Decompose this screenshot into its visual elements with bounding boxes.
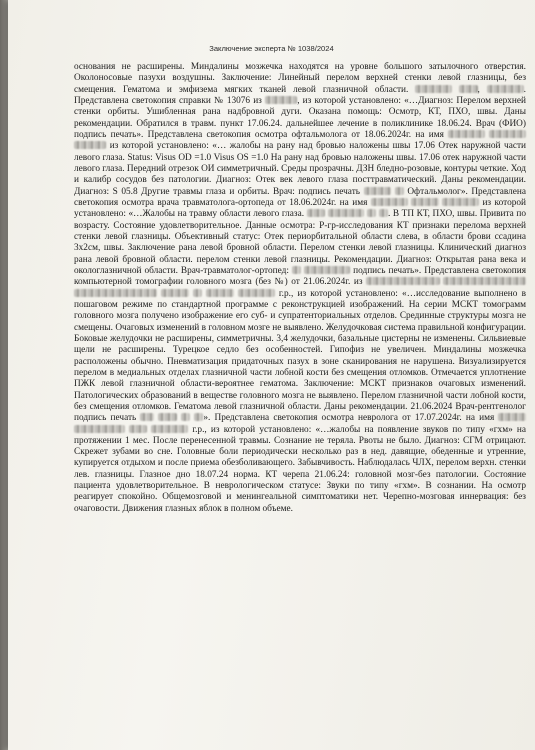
redacted-text [371, 198, 408, 206]
redacted-text [379, 209, 388, 217]
body-paragraph: основания не расширены. Миндалины мозжечка находятся на уровне большого затылочного отверстия. Околоносовые пазухи воздушны. Заключение: Линейный перелом верхней стенки левой глазницы, без смещения. Гематома и эмфизема мягких тканей левой глазничной области. , . Представлена светокопия справки № 13076 из , из которой установлено: «…Диагноз: Перелом верхней стенки орбиты. Ушибленная рана надбровной дуги. Оказана помощь: Осмотр, КТ, ПХО, швы. Даны рекомендации. Обратился в травм. пункт 17.06.24. дальнейшее лечение в поликлинике 18.06.24. Врач (ФИО) подпись печать». Представлена светокопия осмотра офтальмолога от 18.06.2024г. на имя из которой установлено: «… жалобы на рану над бровью наложены швы 17.06 Отек наружной части левого глаза. Status: Visus OD =1.0 Visus OS =1.0 На рану над бровью наложены швы. 17.06 отек наружной части левого глаза. Передний отрезок ОИ симметричный. Среды прозрачны. ДЗН бледно-розовые, контуры четкие. Ход и калибр сосудов без патологии. Диагноз: Отек век левого глаза посттравматический. Даны рекомендации. Диагноз: S 05.8 Другие травмы глаза и орбиты. Врач: подпись печать Офтальмолог». Представлена светокопия осмотра врача травматолога-ортопеда от 18.06.2024г. на имя из которой установлено: «…Жалобы на травму области левого глаза. . В ТП КТ, ПХО, швы. Привита по возрасту. Состояние удовлетворительное. Данные осмотра: Р-гр-исследования КТ признаки перелома верхней стенки левой глазницы. Объективный статус: Отек периорбитальной области слева, в области брови ссадина 3х2см, швы. Заключение рана левой бровной области. Перелом стенки левой глазницы. Клинический диагноз рана левой бровной области. перелом стенки левой глазницы. Рекомендации. Диагноз: Открытая рана века и окологлазничной области. Врач-травматолог-ортопед: подпись печать». Представлена светокопия компьютерной томографии головного мозга (без №) от 21.06.2024г. из г.р., из которой установлено: «…исследование выполнено в пошаговом режиме по стандартной программе с реконструкцией изображений. На серии МСКТ томограмм головного мозга получено изображение его суб- и супратенториальных отделов. Срединные структуры мозга не смещены. Очаговых изменений в головном мозге не выявлено. Желудочковая система правильной конфигурации. Боковые желудочки не расширены, симметричны. 3,4 желудочки, базальные цистерны не изменены. Сильвиевые щели не расширены. Турецкое седло без особенностей. Гипофиз не увеличен. Миндалины мозжечка расположены обычно. Пневматизация придаточных пазух в зоне сканирования не нарушена. Визуализируется перелом в медиальных отделах глазничной части лобной кости без смещения отломков. Отмечается уплотнение ПЖК левой глазничной области-вероятнее гематома. Заключение: МСКТ признаков очаговых изменений. Патологических образований в веществе головного мозга не выявлено. Перелом глазничной части лобной кости, без смещения отломков. Гематома левой глазничной области. Даны рекомендации. 21.06.2024 Врач-рентгенолог подпись печать ». Представлена светокопия осмотра невролога от 17.07.2024г. на имя г.р., из которой установлено: «…жалобы на появление звуков по типу «гхм» на протяжении 1 мес. После перенесенной травмы. Сознание не теряла. Рвоты не было. Диагноз: СГМ отрицают. Скрежет зубами во сне. Головные боли периодически несколько раз в нед. давящие, обеденные и утренние, купируется отдыхом и после приема обезболивающего. Забывчивость. Наблюдалась ЧЛХ, перелом верхн. стенки лев. глазницы. Глазное дно 18.07.24 норма. КТ черепа 21.06.24: головной мозг-без патологии. Состояние пациента удовлетворительное. В неврологическом статусе: Звуки по типу «гхм». В сознании. На осмотр реагирует спокойно. Общемозговой и менингеальной симптоматики нет. Черепно-мозговая иннервация: без очаговости. Движения глазных яблок в полном объеме. [74, 62, 527, 514]
redacted-text [487, 85, 524, 93]
redacted-text [292, 266, 301, 274]
document-body [74, 62, 526, 515]
redacted-text [238, 289, 275, 297]
redacted-text [442, 198, 479, 206]
redacted-text [498, 413, 526, 421]
redacted-text [489, 130, 526, 138]
redacted-text [415, 85, 452, 93]
redacted-text [74, 425, 125, 433]
redacted-text [459, 85, 477, 93]
redacted-text [411, 198, 439, 206]
redacted-text [151, 425, 188, 433]
redacted-text [364, 187, 392, 195]
redacted-text [448, 130, 485, 138]
redacted-text [158, 413, 176, 421]
redacted-text [328, 209, 365, 217]
redacted-text [265, 96, 297, 104]
redacted-text [307, 209, 325, 217]
redacted-text [161, 289, 189, 297]
redacted-text [304, 266, 350, 274]
redacted-text [367, 209, 376, 217]
redacted-text [193, 289, 202, 297]
redacted-text [74, 289, 157, 297]
redacted-text [443, 277, 526, 285]
redacted-text [129, 425, 147, 433]
redacted-text [140, 413, 154, 421]
document-header: Заключение эксперта № 1038/2024 [209, 44, 334, 53]
redacted-text [395, 187, 404, 195]
redacted-text [74, 141, 106, 149]
redacted-text [366, 277, 440, 285]
redacted-text [194, 413, 203, 421]
document-page [8, 0, 535, 750]
redacted-text [206, 289, 234, 297]
redacted-text [181, 413, 190, 421]
